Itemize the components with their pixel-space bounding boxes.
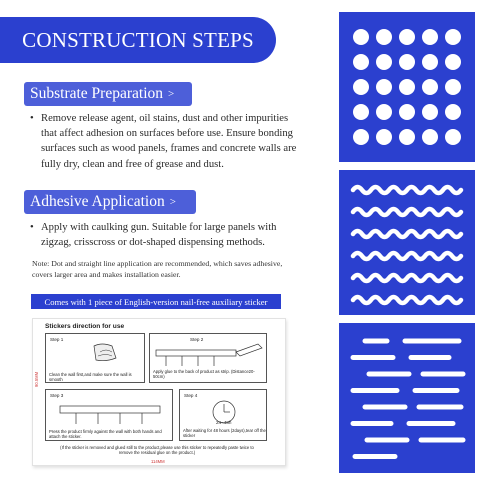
sticker-banner: Comes with 1 piece of English-version nail-free auxiliary sticker (31, 294, 281, 309)
pattern-dot (445, 129, 461, 145)
section-heading-adhesive (24, 190, 196, 214)
step-caption: Apply glue to the back of product as strip. (Distance20-50cm) (153, 369, 255, 379)
step-caption: Press the product firmly against the wall with both hands and attach the sticker. (49, 429, 162, 439)
section-heading-label: Substrate Preparation (30, 85, 164, 102)
pattern-wave (353, 297, 461, 303)
pattern-dot (376, 79, 392, 95)
sticker-step-2 (149, 333, 267, 383)
pattern-dot (399, 29, 415, 45)
sticker-step-1 (45, 333, 145, 383)
clock-text: 24~48h (216, 420, 232, 425)
pattern-dot (422, 129, 438, 145)
pattern-wave (353, 231, 461, 237)
dot-pattern-graphic (339, 12, 475, 162)
pattern-dot (422, 54, 438, 70)
pattern-dot (376, 104, 392, 120)
chevron-right-icon: > (168, 88, 175, 100)
sticker-step-3 (45, 389, 173, 441)
pattern-wave (353, 187, 461, 193)
sticker-illustration (32, 318, 286, 466)
pattern-dot (399, 54, 415, 70)
line-pattern-panel (339, 323, 475, 473)
pattern-dot (445, 104, 461, 120)
pattern-wave (353, 253, 461, 259)
pattern-dot (399, 104, 415, 120)
sticker-footer: (If the sticker is removed and glued still to the product,please use this sticker to repeatedly paste twice to remove the residual glue on the product.) (60, 445, 254, 455)
bullet-adhesive (30, 220, 298, 250)
pattern-dot (399, 79, 415, 95)
bullet-dot-icon: • (30, 113, 34, 124)
wave-pattern-graphic (339, 170, 475, 315)
sticker-title: Stickers direction for use (45, 323, 125, 330)
application-note: Note: Dot and straight line application are recommended, which saves adhesive, covers larger area and makes installation easier. (32, 259, 283, 279)
line-pattern-graphic (339, 323, 475, 473)
pattern-dot (353, 104, 369, 120)
pattern-dot (422, 79, 438, 95)
bullet-substrate (30, 111, 298, 172)
sticker-step-4 (179, 389, 267, 441)
pattern-dot (376, 54, 392, 70)
section-heading-substrate (24, 82, 192, 106)
step-label: Step 1 (50, 337, 64, 342)
pattern-dot (376, 129, 392, 145)
step-caption: Clean the wall first,and make sure the wall is smooth (49, 372, 132, 382)
bullet-text: Remove release agent, oil stains, dust and other impurities that affect adhesion on surfaces before use. Ensure bonding surfaces such as wood panels, frames and concrete walls are fully dry, clean and free of grease and dust. (41, 113, 297, 170)
wave-pattern-panel (339, 170, 475, 315)
pattern-dot (376, 29, 392, 45)
pattern-wave (353, 209, 461, 215)
pattern-dot (399, 129, 415, 145)
pattern-dot (353, 54, 369, 70)
dot-pattern-panel (339, 12, 475, 162)
chevron-right-icon: > (169, 196, 176, 208)
step-label: Step 4 (184, 393, 198, 398)
section-heading-label: Adhesive Application (30, 193, 165, 210)
bullet-dot-icon: • (30, 222, 34, 233)
pattern-dot (445, 79, 461, 95)
page-title: CONSTRUCTION STEPS (0, 17, 276, 63)
step-label: Step 2 (190, 337, 204, 342)
pattern-dot (422, 104, 438, 120)
step-caption: After waiting for 48 hours (2days),tear off the sticker (183, 428, 266, 438)
pattern-dot (445, 29, 461, 45)
pattern-dot (353, 129, 369, 145)
step-label: Step 3 (50, 393, 64, 398)
pattern-dot (353, 29, 369, 45)
pattern-dot (445, 54, 461, 70)
pattern-dot (353, 79, 369, 95)
dimension-left: 90.5MM (34, 371, 39, 387)
dimension-bottom: 114MM (151, 459, 165, 464)
bullet-text: Apply with caulking gun. Suitable for large panels with zigzag, crisscross or dot-shaped dispensing methods. (41, 222, 277, 249)
pattern-wave (353, 275, 461, 281)
pattern-dot (422, 29, 438, 45)
